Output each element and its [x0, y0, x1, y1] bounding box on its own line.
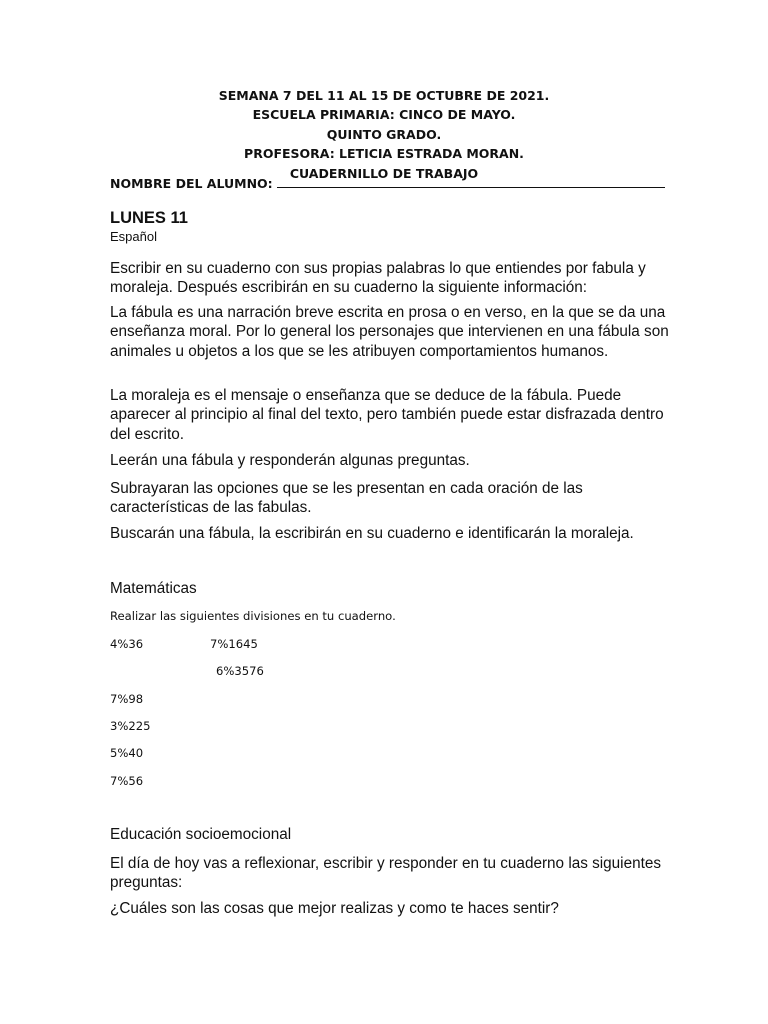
subject-espanol: Español	[110, 229, 157, 244]
student-name-label: NOMBRE DEL ALUMNO:	[110, 176, 273, 191]
matematicas-instruction: Realizar las siguientes divisiones en tu cuaderno.	[110, 609, 396, 623]
paragraph-text: La moraleja es el mensaje o enseñanza que se deduce de la fábula. Puede aparecer al principio al final del texto, pero también puede estar disfrazada dentro del escrito.	[110, 387, 664, 443]
subject-socioemocional: Educación socioemocional	[110, 826, 292, 843]
espanol-paragraph-6	[110, 524, 670, 543]
division-item: 4%36	[110, 637, 144, 651]
espanol-paragraph-4	[110, 451, 670, 470]
document-header	[0, 86, 768, 183]
division-item: 6%3576	[216, 664, 264, 678]
division-item: 7%56	[110, 774, 144, 788]
header-week: SEMANA 7 DEL 11 AL 15 DE OCTUBRE DE 2021.	[218, 88, 550, 103]
header-teacher: PROFESORA: LETICIA ESTRADA MORAN.	[244, 146, 524, 162]
paragraph-text: La fábula es una narración breve escrita en prosa o en verso, en la que se da una enseñanza moral. Por lo general los personajes que intervienen en una fábula son animales u objetos a los que se les atribuyen comportamientos humanos.	[110, 304, 669, 360]
espanol-paragraph-1	[110, 259, 670, 298]
student-name-row	[110, 174, 665, 191]
paragraph-text: Buscarán una fábula, la escribirán en su cuaderno e identificarán la moraleja.	[110, 525, 634, 542]
espanol-paragraph-5	[110, 479, 670, 518]
division-item: 7%98	[110, 692, 144, 706]
day-heading: LUNES 11	[110, 209, 188, 227]
espanol-paragraph-3	[110, 386, 670, 444]
socioemocional-paragraph-1	[110, 854, 670, 893]
header-school: ESCUELA PRIMARIA: CINCO DE MAYO.	[252, 107, 516, 123]
paragraph-text: ¿Cuáles son las cosas que mejor realizas y como te haces sentir?	[110, 900, 559, 917]
paragraph-text: Escribir en su cuaderno con sus propias palabras lo que entiendes por fabula y moraleja. Después escribirán en su cuaderno la siguiente información:	[110, 260, 646, 297]
header-title: CUADERNILLO DE TRABAJO	[289, 165, 479, 181]
subject-matematicas: Matemáticas	[110, 580, 197, 597]
division-item: 5%40	[110, 746, 144, 760]
student-name-blank	[277, 174, 665, 188]
paragraph-text: El día de hoy vas a reflexionar, escribir y responder en tu cuaderno las siguientes preguntas:	[110, 855, 662, 892]
division-item: 3%225	[110, 719, 151, 733]
paragraph-text: Leerán una fábula y responderán algunas preguntas.	[110, 452, 470, 469]
division-item: 7%1645	[210, 637, 258, 651]
paragraph-text: Subrayaran las opciones que se les presentan en cada oración de las características de las fabulas.	[110, 480, 583, 517]
socioemocional-paragraph-2	[110, 899, 670, 918]
espanol-paragraph-2	[110, 303, 670, 361]
header-grade: QUINTO GRADO.	[326, 126, 442, 142]
